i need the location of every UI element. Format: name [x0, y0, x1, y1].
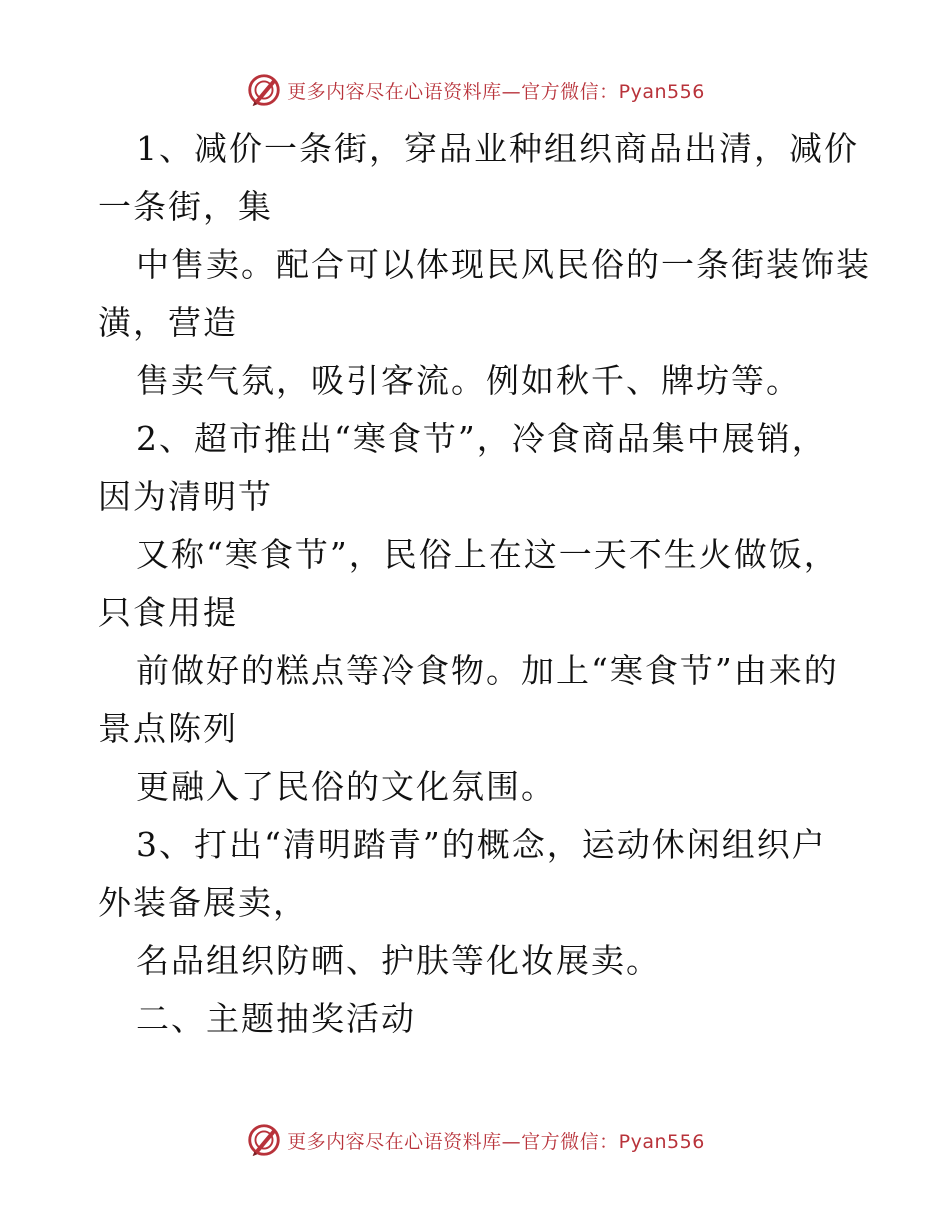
text-line: 只食用提 [98, 593, 238, 632]
document-body [98, 120, 871, 1048]
header-watermark [0, 70, 950, 110]
watermark-text: 更多内容尽在心语资料库—官方微信：Pyan556 [287, 80, 705, 103]
pen-logo-icon [245, 1121, 283, 1159]
text-line: 一条街，集 [98, 187, 273, 226]
text-line: 又称“寒食节”，民俗上在这一天不生火做饭， [136, 535, 839, 574]
text-line: 景点陈列 [98, 709, 238, 748]
text-line: 因为清明节 [98, 477, 273, 516]
text-line: 更融入了民俗的文化氛围。 [136, 767, 556, 806]
text-line: 名品组织防晒、护肤等化妆展卖。 [136, 941, 661, 980]
text-line: 外装备展卖， [98, 883, 308, 922]
text-line: 3、打出“清明踏青”的概念，运动休闲组织户 [136, 825, 827, 864]
text-line: 售卖气氛，吸引客流。例如秋千、牌坊等。 [136, 361, 801, 400]
footer-watermark [0, 1120, 950, 1160]
text-line: 2、超市推出“寒食节”，冷食商品集中展销， [136, 419, 827, 458]
section-heading: 二、主题抽奖活动 [136, 999, 416, 1038]
text-line: 潢，营造 [98, 303, 238, 342]
text-line: 中售卖。配合可以体现民风民俗的一条街装饰装 [136, 245, 871, 284]
text-line: 1、减价一条街，穿品业种组织商品出清，减价 [136, 129, 859, 168]
watermark-text: 更多内容尽在心语资料库—官方微信：Pyan556 [287, 1130, 705, 1153]
text-line: 前做好的糕点等冷食物。加上“寒食节”由来的 [136, 651, 839, 690]
pen-logo-icon [245, 71, 283, 109]
